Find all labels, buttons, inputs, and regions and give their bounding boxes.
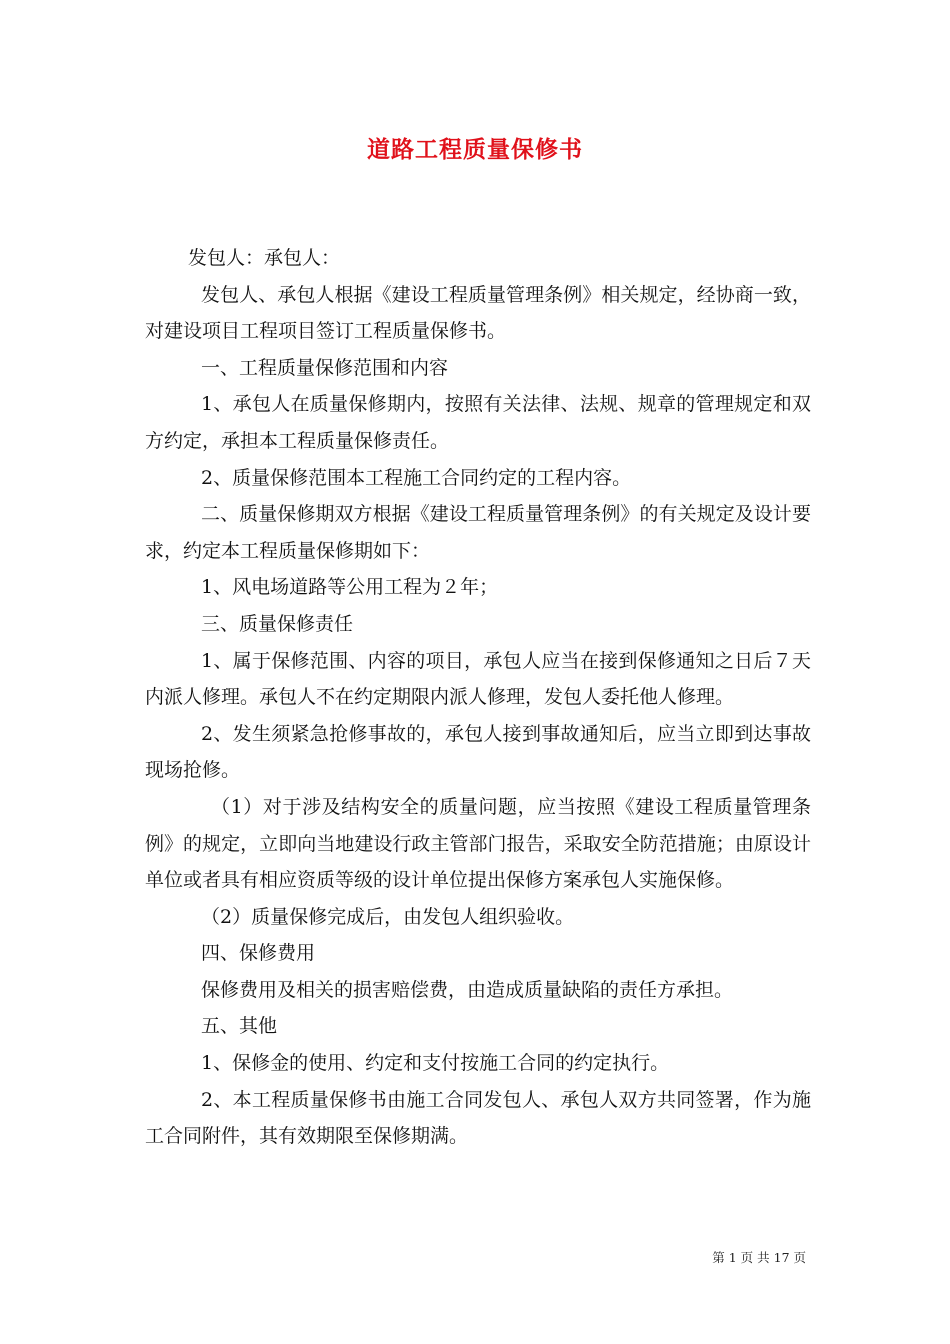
paragraph-intro: 发包人、承包人根据《建设工程质量管理条例》相关规定，经协商一致，对建设项目工程项目签订工程质量保修书。	[145, 283, 811, 343]
page-number: 第 1 页 共 17 页	[712, 1250, 806, 1265]
section-heading-1: 一、工程质量保修范围和内容	[201, 356, 449, 379]
paragraph-5-2: 2、本工程质量保修书由施工合同发包人、承包人双方共同签署，作为施工合同附件，其有效期限至保修期满。	[145, 1088, 811, 1148]
paragraph-2-1: 1、风电场道路等公用工程为２年；	[201, 576, 499, 599]
section-heading-5: 五、其他	[201, 1015, 278, 1038]
paragraph-3-1: 1、属于保修范围、内容的项目，承包人应当在接到保修通知之日后７天内派人修理。承包人不在约定期限内派人修理，发包人委托他人修理。	[145, 649, 811, 709]
paragraph-1-1: 1、承包人在质量保修期内，按照有关法律、法规、规章的管理规定和双方约定，承担本工程质量保修责任。	[145, 393, 811, 452]
paragraph-parties: 发包人：承包人：	[188, 247, 341, 269]
section-heading-4: 四、保修费用	[201, 942, 316, 965]
document-body	[145, 240, 811, 1155]
paragraph-4-1: 保修费用及相关的损害赔偿费，由造成质量缺陷的责任方承担。	[201, 978, 734, 1001]
paragraph-5-1: 1、保修金的使用、约定和支付按施工合同的约定执行。	[201, 1052, 670, 1075]
paragraph-3-2: 2、发生须紧急抢修事故的，承包人接到事故通知后，应当立即到达事故现场抢修。	[145, 722, 811, 782]
paragraph-1-2: 2、质量保修范围本工程施工合同约定的工程内容。	[201, 466, 632, 489]
paragraph-3-2-2: （2）质量保修完成后，由发包人组织验收。	[201, 905, 575, 928]
paragraph-3-2-1: （1）对于涉及结构安全的质量问题，应当按照《建设工程质量管理条例》的规定，立即向当地建设行政主管部门报告，采取安全防范措施；由原设计单位或者具有相应资质等级的设计单位提出保修方案承包人实施保修。	[145, 795, 811, 892]
document-title: 道路工程质量保修书	[367, 136, 583, 163]
section-heading-3: 三、质量保修责任	[201, 612, 354, 635]
section-heading-2: 二、质量保修期双方根据《建设工程质量管理条例》的有关规定及设计要求，约定本工程质量保修期如下：	[145, 503, 811, 562]
